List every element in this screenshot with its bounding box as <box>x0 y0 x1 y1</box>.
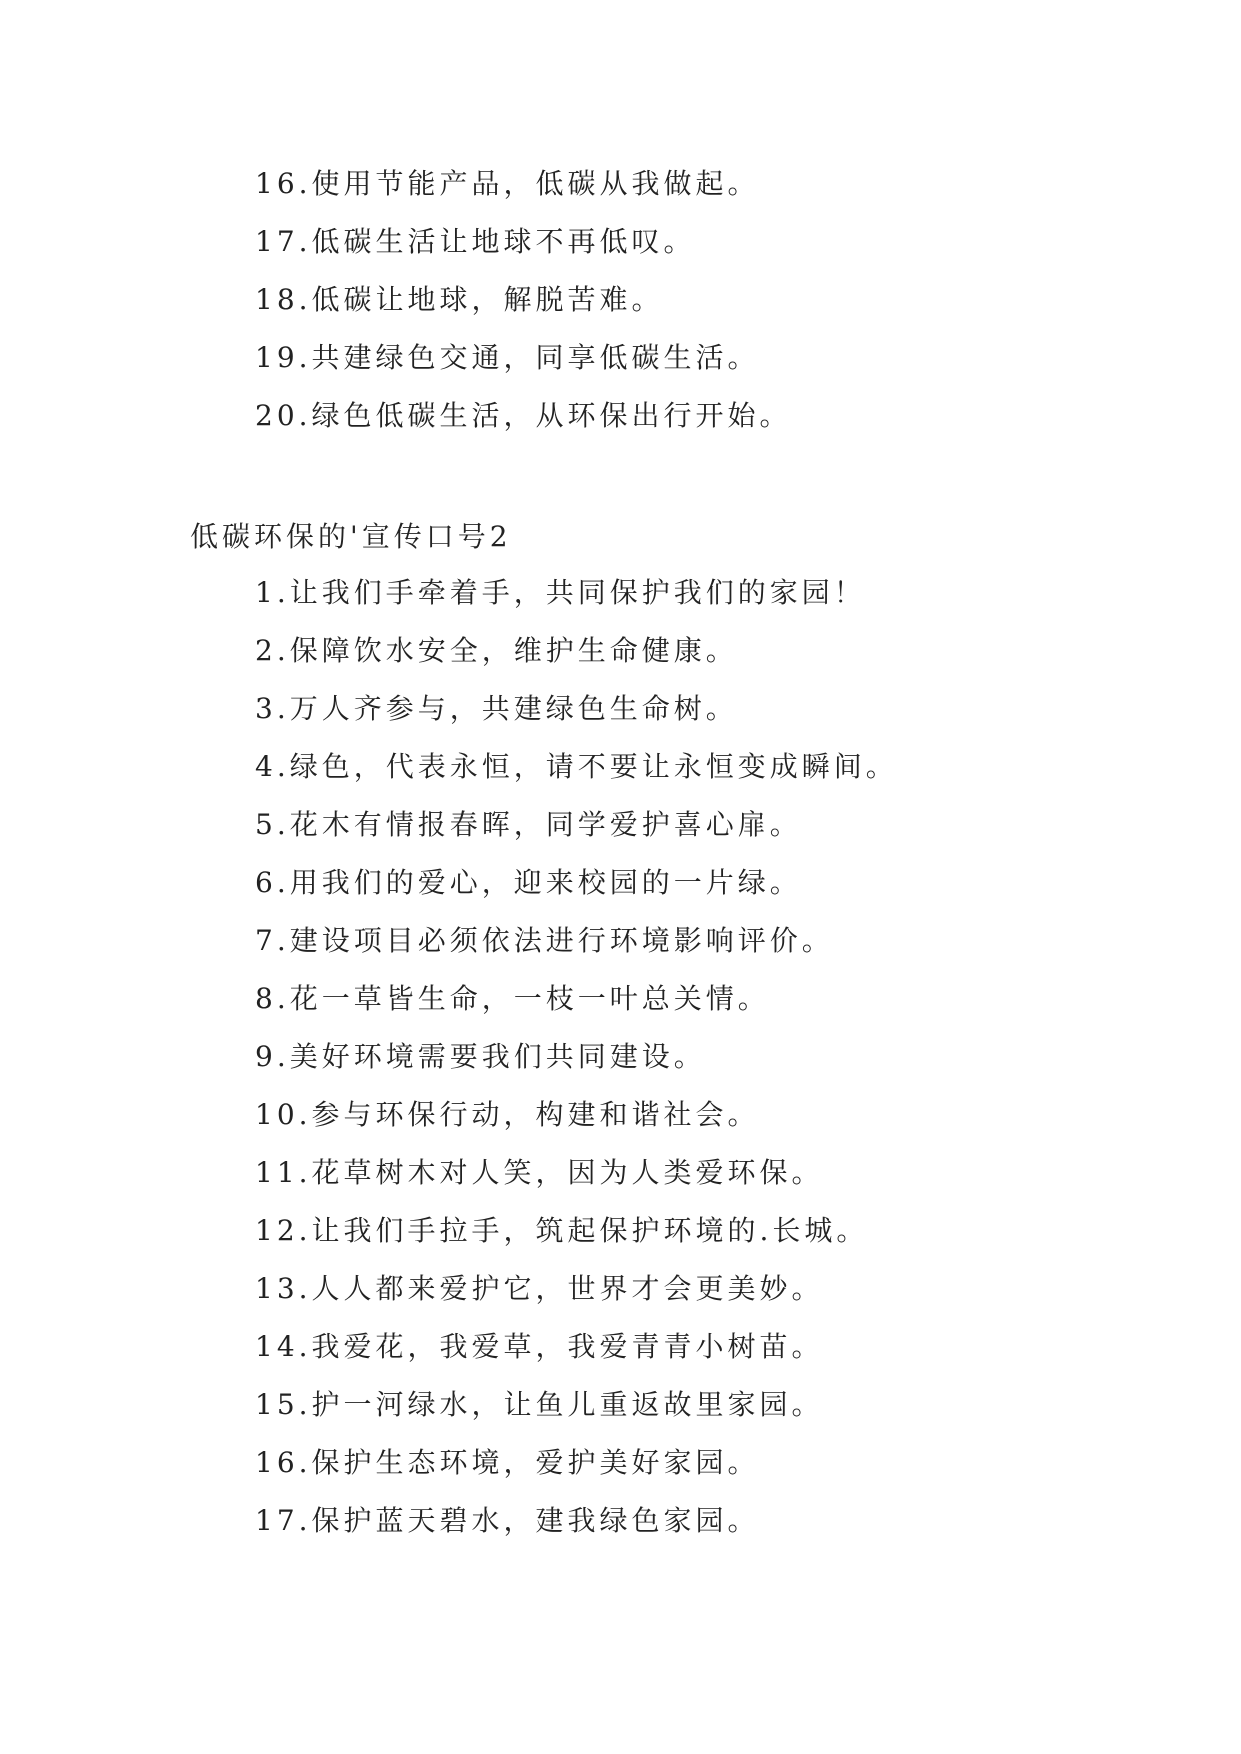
list-item: 11.花草树木对人笑，因为人类爱环保。 <box>255 1156 824 1189</box>
list-item: 8.花一草皆生命，一枝一叶总关情。 <box>255 982 770 1015</box>
slogan-list <box>255 564 898 1550</box>
list-item: 2.保障饮水安全，维护生命健康。 <box>255 634 738 667</box>
list-item: 3.万人齐参与，共建绿色生命树。 <box>255 692 738 725</box>
list-item: 4.绿色，代表永恒，请不要让永恒变成瞬间。 <box>255 750 898 783</box>
list-item: 13.人人都来爱护它，世界才会更美妙。 <box>255 1272 824 1305</box>
list-item: 7.建设项目必须依法进行环境影响评价。 <box>255 924 834 957</box>
list-item: 12.让我们手拉手，筑起保护环境的.长城。 <box>255 1214 869 1247</box>
slogan-list-continued <box>255 155 792 445</box>
list-item: 14.我爱花，我爱草，我爱青青小树苗。 <box>255 1330 824 1363</box>
list-item: 20.绿色低碳生活，从环保出行开始。 <box>255 399 792 432</box>
list-item: 10.参与环保行动，构建和谐社会。 <box>255 1098 760 1131</box>
list-item: 19.共建绿色交通，同享低碳生活。 <box>255 341 760 374</box>
list-item: 16.保护生态环境，爱护美好家园。 <box>255 1446 760 1479</box>
list-item: 5.花木有情报春晖，同学爱护喜心扉。 <box>255 808 802 841</box>
section-heading: 低碳环保的'宣传口号2 <box>190 520 512 553</box>
list-item: 17.保护蓝天碧水，建我绿色家园。 <box>255 1504 760 1537</box>
list-item: 1.让我们手牵着手，共同保护我们的家园！ <box>255 576 866 609</box>
list-item: 18.低碳让地球，解脱苦难。 <box>255 283 664 316</box>
list-item: 15.护一河绿水，让鱼儿重返故里家园。 <box>255 1388 824 1421</box>
list-item: 16.使用节能产品，低碳从我做起。 <box>255 167 760 200</box>
list-item: 6.用我们的爱心，迎来校园的一片绿。 <box>255 866 802 899</box>
list-item: 9.美好环境需要我们共同建设。 <box>255 1040 706 1073</box>
list-item: 17.低碳生活让地球不再低叹。 <box>255 225 696 258</box>
